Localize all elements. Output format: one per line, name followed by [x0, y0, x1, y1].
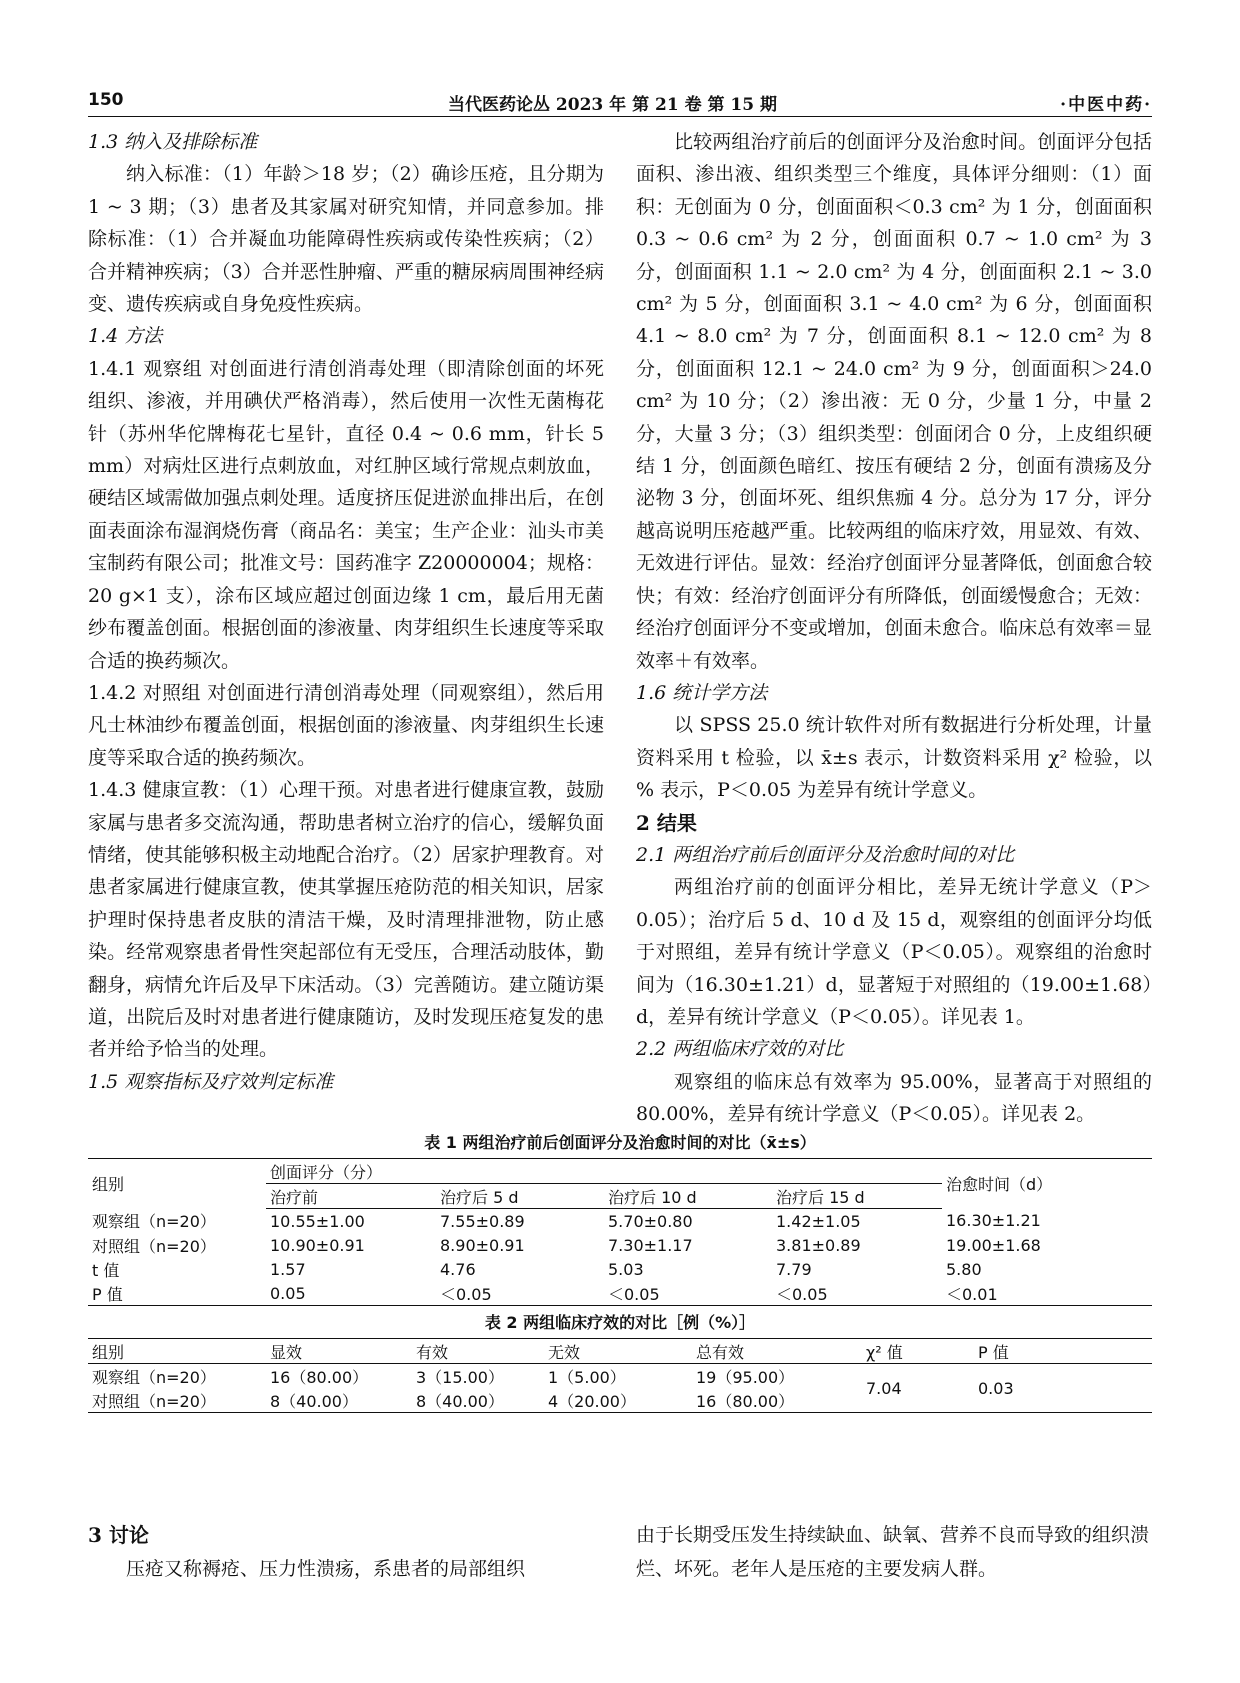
- table2-header: 组别: [88, 1339, 266, 1364]
- table-cell: ＜0.05: [772, 1281, 942, 1306]
- table-cell: 1（5.00）: [548, 1367, 626, 1387]
- major-heading: 2 结果: [636, 810, 697, 835]
- table2-header: 显效: [266, 1339, 412, 1364]
- table-row: [88, 1281, 1152, 1306]
- table-cell: 16（80.00）: [270, 1367, 369, 1387]
- numbered-paragraph: 1.4.3 健康宣教：（1）心理干预。对患者进行健康宣教，鼓励家属与患者多交流沟通，帮助患者树立治疗的信心，缓解负面情绪，使其能够积极主动地配合治疗。（2）居家护理教育。对患者家属进行健康宣教，使其掌握压疮防范的相关知识，居家护理时保持患者皮肤的清洁干燥，及时清理排泄物，防止感染。经常观察患者骨性突起部位有无受压，合理活动肢体，勤翻身，病情允许后及早下床活动。（3）完善随访。建立随访渠道，出院后及时对患者进行健康随访，及时发现压疮复发的患者并给予恰当的处理。: [88, 779, 604, 1061]
- table2-header: χ² 值: [862, 1339, 974, 1364]
- numbered-paragraph: 1.4.2 对照组 对创面进行清创消毒处理（同观察组），然后用凡士林油纱布覆盖创面，根据创面的渗液量、肉芽组织生长速度等采取合适的换药频次。: [88, 681, 604, 769]
- numbered-paragraph: 1.4.1 观察组 对创面进行清创消毒处理（即清除创面的坏死组织、渗液，并用碘伏严格消毒），然后使用一次性无菌梅花针（苏州华佗牌梅花七星针，直径 0.4 ~ 0.6 mm，针长 5 mm）对病灶区进行点刺放血，对红肿区域行常规点刺放血，硬结区域需做加强点刺处理。适度挤压促进淤血排出后，在创面表面涂布湿润烧伤膏（商品名：美宝；生产企业：汕头市美宝制药有限公司；批准文号：国药准字 Z20000004；规格：20 g×1 支），涂布区域应超过创面边缘 1 cm，最后用无菌纱布覆盖创面。根据创面的渗液量、肉芽组织生长速度等采取合适的换药频次。: [88, 357, 604, 672]
- table2-header: P 值: [974, 1339, 1152, 1364]
- table-cell: P 值: [88, 1281, 266, 1306]
- table-cell: 观察组（n=20）: [92, 1212, 216, 1232]
- table-cell: 4（20.00）: [544, 1388, 692, 1413]
- table-cell: 3.81±0.89: [776, 1235, 861, 1255]
- left-column: [88, 126, 604, 1098]
- table-cell: ＜0.05: [436, 1281, 604, 1306]
- discussion-right: [636, 1518, 1152, 1586]
- table-cell: 10.90±0.91: [270, 1235, 365, 1255]
- section-heading: 2.1 两组治疗前后创面评分及治愈时间的对比: [636, 843, 1015, 866]
- table-cell: 19.00±1.68: [946, 1235, 1041, 1255]
- table1-caption: 表 1 两组治疗前后创面评分及治愈时间的对比（x̄±s）: [424, 1133, 816, 1152]
- section-heading: 1.4 方法: [88, 325, 163, 348]
- discussion-heading: 3 讨论: [88, 1523, 149, 1547]
- table-cell: 7.79: [776, 1259, 812, 1279]
- table2-header: 无效: [544, 1339, 692, 1364]
- discussion-left: [88, 1518, 604, 1586]
- table-cell: 3（15.00）: [416, 1367, 504, 1387]
- table-cell: 对照组（n=20）: [92, 1236, 216, 1256]
- table-row: [88, 1257, 1152, 1281]
- table-cell: 0.05: [266, 1281, 436, 1306]
- table-cell: 8（40.00）: [266, 1388, 412, 1413]
- table1: [88, 1158, 1152, 1306]
- paragraph: 纳入标准：（1）年龄＞18 岁；（2）确诊压疮，且分期为 1 ~ 3 期；（3）患者及其家属对研究知情，并同意参加。排除标准：（1）合并凝血功能障碍性疾病或传染性疾病；（2）合并精神疾病；（3）合并恶性肿瘤、严重的糖尿病周围神经病变、遗传疾病或自身免疫性疾病。: [88, 163, 604, 316]
- table2-header: 总有效: [692, 1339, 862, 1364]
- table-cell: 16.30±1.21: [946, 1211, 1041, 1231]
- table1-subheader: 治疗前: [266, 1184, 436, 1209]
- journal-title: 当代医药论丛 2023 年 第 21 卷 第 15 期: [448, 95, 777, 115]
- table2-header: 有效: [412, 1339, 544, 1364]
- table-cell: 19（95.00）: [696, 1367, 795, 1387]
- table-cell: 对照组（n=20）: [88, 1388, 266, 1413]
- section-heading: 2.2 两组临床疗效的对比: [636, 1038, 844, 1061]
- chi-square-value: 7.04: [862, 1364, 974, 1413]
- table-cell: 5.80: [946, 1259, 982, 1279]
- table-cell: 10.55±1.00: [270, 1211, 365, 1231]
- discussion-left-text: 压疮又称褥疮、压力性溃疡，系患者的局部组织: [126, 1558, 526, 1580]
- section-label: ·中医中药·: [1060, 95, 1152, 115]
- discussion-right-text: 由于长期受压发生持续缺血、缺氧、营养不良而导致的组织溃烂、坏死。老年人是压疮的主要发病人群。: [636, 1524, 1150, 1580]
- right-column: [636, 126, 1152, 1131]
- table-row: [88, 1364, 1152, 1389]
- table-row: [88, 1209, 1152, 1234]
- table-cell: 16（80.00）: [692, 1388, 862, 1413]
- paragraph: 观察组的临床总有效率为 95.00%，显著高于对照组的 80.00%，差异有统计学意义（P＜0.05）。详见表 2。: [636, 1070, 1152, 1126]
- table-cell: 7.55±0.89: [440, 1211, 525, 1231]
- table-row: [88, 1233, 1152, 1257]
- p-value: 0.03: [974, 1364, 1152, 1413]
- section-heading: 1.3 纳入及排除标准: [88, 131, 258, 153]
- page-number: 150: [88, 90, 124, 110]
- table-cell: t 值: [92, 1260, 120, 1280]
- table-cell: 观察组（n=20）: [92, 1367, 216, 1387]
- paragraph: 比较两组治疗前后的创面评分及治愈时间。创面评分包括面积、渗出液、组织类型三个维度，具体评分细则：（1）面积：无创面为 0 分，创面面积＜0.3 cm² 为 1 分，创面面积 0.3 ~ 0.6 cm² 为 2 分，创面面积 0.7 ~ 1.0 cm² 为 3 分，创面面积 1.1 ~ 2.0 cm² 为 4 分，创面面积 2.1 ~ 3.0 cm² 为 5 分，创面面积 3.1 ~ 4.0 cm² 为 6 分，创面面积 4.1 ~ 8.0 cm² 为 7 分，创面面积 8.1 ~ 12.0 cm² 为 8 分，创面面积 12.1 ~ 24.0 cm² 为 9 分，创面面积＞24.0 cm² 为 10 分；（2）渗出液：无 0 分，少量 1 分，中量 2 分，大量 3 分；（3）组织类型：创面闭合 0 分，上皮组织硬结 1 分，创面颜色暗红、按压有硬结 2 分，创面有溃疡及分泌物 3 分，创面坏死、组织焦痂 4 分。总分为 17 分，评分越高说明压疮越严重。比较两组的临床疗效，用显效、有效、无效进行评估。显效：经治疗创面评分显著降低，创面愈合较快；有效：经治疗创面评分有所降低，创面缓慢愈合；无效：经治疗创面评分不变或增加，创面未愈合。临床总有效率＝显效率＋有效率。: [636, 131, 1152, 672]
- table-cell: 5.03: [608, 1259, 644, 1279]
- paragraph: 两组治疗前的创面评分相比，差异无统计学意义（P＞0.05）；治疗后 5 d、10 d 及 15 d，观察组的创面评分均低于对照组，差异有统计学意义（P＜0.05）。观察组的治愈时间为（16.30±1.21）d，显著短于对照组的（19.00±1.68）d，差异有统计学意义（P＜0.05）。详见表 1。: [636, 876, 1152, 1028]
- paragraph: 以 SPSS 25.0 统计软件对所有数据进行分析处理，计量资料采用 t 检验，以 x̄±s 表示，计数资料采用 χ² 检验，以 % 表示，P＜0.05 为差异有统计学意义。: [636, 714, 1152, 802]
- table-cell: 7.30±1.17: [608, 1235, 693, 1255]
- table1-header-score: 创面评分（分）: [266, 1159, 942, 1184]
- section-heading: 1.6 统计学方法: [636, 681, 768, 704]
- table-cell: 8.90±0.91: [440, 1235, 525, 1255]
- table-cell: 4.76: [440, 1259, 476, 1279]
- table-cell: ＜0.05: [604, 1281, 772, 1306]
- table1-subheader: 治疗后 10 d: [604, 1184, 772, 1209]
- header-rule: [88, 116, 1152, 117]
- table1-subheader: 治疗后 15 d: [772, 1184, 942, 1209]
- table-cell: 1.57: [270, 1259, 306, 1279]
- section-heading: 1.5 观察指标及疗效判定标准: [88, 1070, 334, 1093]
- table-cell: 8（40.00）: [412, 1388, 544, 1413]
- table1-header-group: 组别: [88, 1159, 266, 1209]
- page-header: [88, 88, 1152, 118]
- table1-subheader: 治疗后 5 d: [436, 1184, 604, 1209]
- table-cell: 5.70±0.80: [608, 1211, 693, 1231]
- table1-header-heal: 治愈时间（d）: [942, 1159, 1152, 1209]
- table-cell: ＜0.01: [942, 1281, 1152, 1306]
- table2-caption: 表 2 两组临床疗效的对比［例（%）］: [484, 1313, 756, 1332]
- table2: [88, 1338, 1152, 1413]
- table-cell: 1.42±1.05: [776, 1211, 861, 1231]
